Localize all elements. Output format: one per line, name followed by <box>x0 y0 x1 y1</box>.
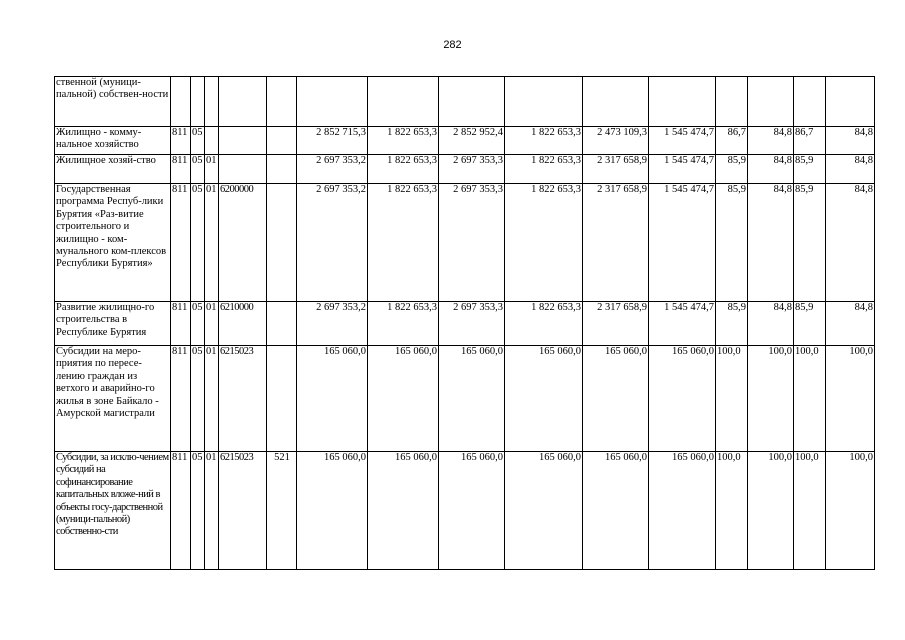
percent-cell: 84,8 <box>826 155 875 184</box>
value-cell: 1 822 653,3 <box>368 184 439 302</box>
pr-cell: 01 <box>205 184 219 302</box>
value-cell: 165 060,0 <box>649 346 716 452</box>
pr-cell: 01 <box>205 346 219 452</box>
row-name: Субсидии на меро-приятия по пересе-лению граждан из ветхого и аварийно-го жилья в зоне Байкало - Амурской магистрали <box>55 346 171 452</box>
percent-cell: 100,0 <box>716 346 748 452</box>
rz-cell: 05 <box>191 452 205 570</box>
percent-cell: 86,7 <box>716 127 748 155</box>
row-name: Развитие жилищно-го строительства в Республике Бурятия <box>55 302 171 346</box>
pr-cell: 01 <box>205 155 219 184</box>
pr-cell: 01 <box>205 452 219 570</box>
percent-cell: 84,8 <box>826 302 875 346</box>
percent-cell: 100,0 <box>716 452 748 570</box>
value-cell: 1 822 653,3 <box>505 184 583 302</box>
csr-cell: 6215023 <box>219 346 267 452</box>
pr-cell: 01 <box>205 302 219 346</box>
value-cell: 2 697 353,3 <box>439 302 505 346</box>
vr-cell <box>267 302 297 346</box>
rz-cell <box>191 77 205 127</box>
value-cell: 2 852 952,4 <box>439 127 505 155</box>
percent-cell: 100,0 <box>794 346 826 452</box>
value-cell: 165 060,0 <box>649 452 716 570</box>
value-cell: 2 317 658,9 <box>583 155 649 184</box>
value-cell: 2 317 658,9 <box>583 302 649 346</box>
grbs-cell: 811 <box>171 127 191 155</box>
vr-cell <box>267 184 297 302</box>
value-cell: 1 822 653,3 <box>368 127 439 155</box>
value-cell: 2 697 353,3 <box>439 155 505 184</box>
pr-cell <box>205 77 219 127</box>
value-cell: 1 822 653,3 <box>505 127 583 155</box>
rz-cell: 05 <box>191 346 205 452</box>
percent-cell: 84,8 <box>748 302 794 346</box>
percent-cell: 100,0 <box>748 346 794 452</box>
value-cell: 2 317 658,9 <box>583 184 649 302</box>
value-cell: 1 822 653,3 <box>505 155 583 184</box>
value-cell: 1 545 474,7 <box>649 184 716 302</box>
value-cell: 1 822 653,3 <box>368 302 439 346</box>
grbs-cell: 811 <box>171 184 191 302</box>
vr-cell <box>267 77 297 127</box>
percent-cell: 85,9 <box>716 184 748 302</box>
percent-cell: 100,0 <box>748 452 794 570</box>
percent-cell: 100,0 <box>826 346 875 452</box>
vr-cell <box>267 155 297 184</box>
table-row <box>55 155 875 184</box>
percent-cell: 85,9 <box>794 184 826 302</box>
value-cell: 165 060,0 <box>505 346 583 452</box>
value-cell: 2 852 715,3 <box>297 127 368 155</box>
percent-cell: 84,8 <box>748 155 794 184</box>
csr-cell <box>219 127 267 155</box>
value-cell: 2 697 353,2 <box>297 155 368 184</box>
value-cell: 165 060,0 <box>297 346 368 452</box>
percent-cell: 86,7 <box>794 127 826 155</box>
percent-cell: 100,0 <box>826 452 875 570</box>
vr-cell: 521 <box>267 452 297 570</box>
percent-cell <box>826 77 875 127</box>
budget-table <box>54 76 875 570</box>
value-cell: 165 060,0 <box>583 346 649 452</box>
row-name: Жилищно - комму-нальное хозяйство <box>55 127 171 155</box>
rz-cell: 05 <box>191 127 205 155</box>
value-cell: 1 822 653,3 <box>505 302 583 346</box>
row-name: Государственная программа Респуб-лики Бурятия «Раз-витие строительного и жилищно - ком-мунального ком-плексов Республики Бурятия» <box>55 184 171 302</box>
grbs-cell: 811 <box>171 302 191 346</box>
vr-cell <box>267 127 297 155</box>
value-cell <box>649 77 716 127</box>
value-cell <box>368 77 439 127</box>
percent-cell <box>748 77 794 127</box>
vr-cell <box>267 346 297 452</box>
value-cell: 1 545 474,7 <box>649 127 716 155</box>
percent-cell: 85,9 <box>716 302 748 346</box>
csr-cell: 6210000 <box>219 302 267 346</box>
value-cell: 2 697 353,2 <box>297 184 368 302</box>
csr-cell: 6215023 <box>219 452 267 570</box>
value-cell: 1 822 653,3 <box>368 155 439 184</box>
value-cell <box>297 77 368 127</box>
value-cell: 165 060,0 <box>439 346 505 452</box>
grbs-cell <box>171 77 191 127</box>
grbs-cell: 811 <box>171 155 191 184</box>
percent-cell <box>716 77 748 127</box>
value-cell: 1 545 474,7 <box>649 155 716 184</box>
rz-cell: 05 <box>191 302 205 346</box>
table-row <box>55 452 875 570</box>
value-cell: 165 060,0 <box>583 452 649 570</box>
percent-cell <box>794 77 826 127</box>
percent-cell: 85,9 <box>794 155 826 184</box>
percent-cell: 84,8 <box>826 127 875 155</box>
value-cell <box>439 77 505 127</box>
table-row <box>55 127 875 155</box>
value-cell: 165 060,0 <box>368 452 439 570</box>
percent-cell: 84,8 <box>826 184 875 302</box>
table-row <box>55 302 875 346</box>
grbs-cell: 811 <box>171 346 191 452</box>
value-cell: 2 697 353,3 <box>439 184 505 302</box>
value-cell: 165 060,0 <box>505 452 583 570</box>
csr-cell <box>219 77 267 127</box>
page-number: 282 <box>443 39 462 51</box>
row-name: ственной (муници-пальной) собствен-ности <box>55 77 171 127</box>
percent-cell: 85,9 <box>794 302 826 346</box>
percent-cell: 84,8 <box>748 184 794 302</box>
row-name: Жилищное хозяй-ство <box>55 155 171 184</box>
value-cell: 165 060,0 <box>297 452 368 570</box>
table-row <box>55 77 875 127</box>
rz-cell: 05 <box>191 184 205 302</box>
percent-cell: 85,9 <box>716 155 748 184</box>
value-cell: 2 697 353,2 <box>297 302 368 346</box>
value-cell: 1 545 474,7 <box>649 302 716 346</box>
csr-cell: 6200000 <box>219 184 267 302</box>
value-cell: 165 060,0 <box>368 346 439 452</box>
table-row <box>55 346 875 452</box>
grbs-cell: 811 <box>171 452 191 570</box>
value-cell: 165 060,0 <box>439 452 505 570</box>
row-name: Субсидии, за исклю-чением субсидий на софинансирование капитальных вложе-ний в объекты госу-дарственной (муници-пальной) собственно-сти <box>55 452 171 570</box>
pr-cell <box>205 127 219 155</box>
csr-cell <box>219 155 267 184</box>
table-row <box>55 184 875 302</box>
value-cell <box>583 77 649 127</box>
value-cell: 2 473 109,3 <box>583 127 649 155</box>
percent-cell: 100,0 <box>794 452 826 570</box>
value-cell <box>505 77 583 127</box>
rz-cell: 05 <box>191 155 205 184</box>
percent-cell: 84,8 <box>748 127 794 155</box>
